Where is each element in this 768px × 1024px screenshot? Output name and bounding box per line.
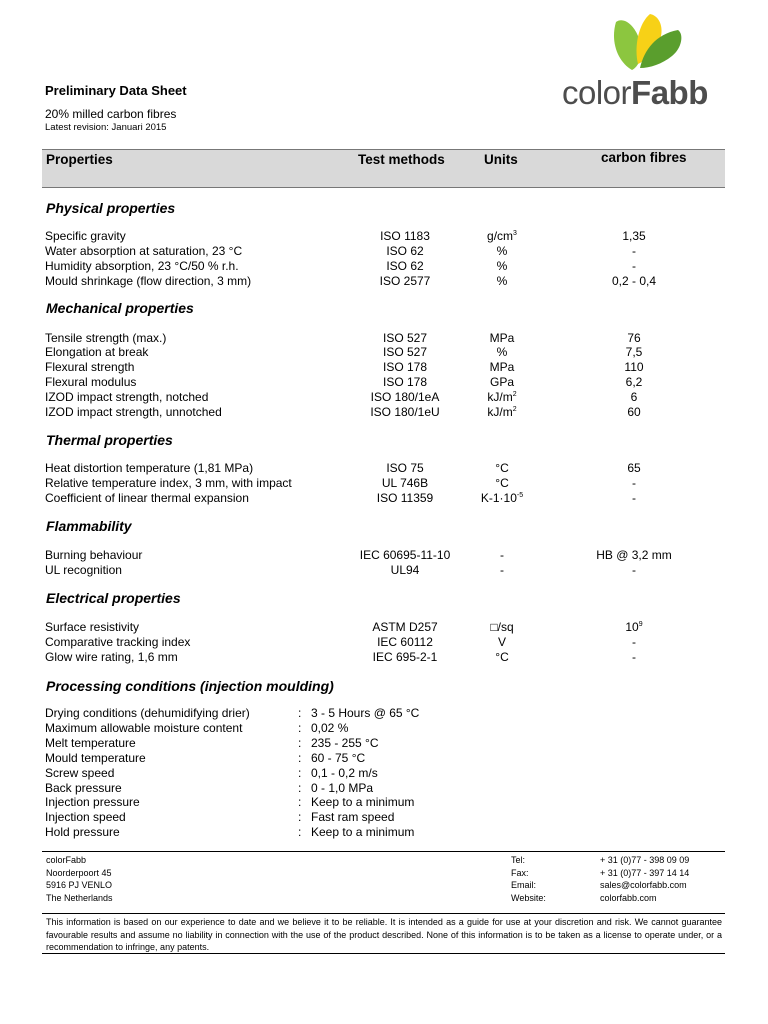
- unit: GPa: [489, 375, 514, 389]
- separator: :: [298, 795, 302, 809]
- table-row: [0, 274, 768, 289]
- value: 76: [627, 331, 641, 345]
- value: $10^9$: [625, 620, 643, 634]
- property-name: IZOD impact strength, notched: [45, 390, 209, 404]
- test-method: IEC 60695-11-10: [359, 548, 451, 562]
- test-method: IEC 695-2-1: [372, 650, 438, 664]
- value: 1,35: [622, 229, 646, 243]
- separator: :: [298, 706, 302, 720]
- processing-value: Fast ram speed: [311, 810, 395, 824]
- disclaimer-top-rule: [42, 913, 725, 914]
- separator: :: [298, 736, 302, 750]
- unit: %: [496, 345, 508, 359]
- value: -: [632, 259, 636, 273]
- processing-value: 60 - 75 °C: [311, 751, 366, 765]
- processing-label: Maximum allowable moisture content: [45, 721, 243, 735]
- unit: %: [496, 259, 508, 273]
- value: HB @ 3,2 mm: [596, 548, 672, 562]
- value: -: [632, 491, 636, 505]
- property-name: Glow wire rating, 1,6 mm: [45, 650, 178, 664]
- processing-label: Melt temperature: [45, 736, 136, 750]
- section-physical: Physical properties: [46, 200, 176, 216]
- test-method: ISO 527: [382, 345, 428, 359]
- property-name: Heat distortion temperature (1,81 MPa): [45, 461, 254, 475]
- value: -: [632, 244, 636, 258]
- fax-number: + 31 (0)77 - 397 14 14: [600, 867, 690, 878]
- test-method: UL 746B: [381, 476, 429, 490]
- unit: %: [496, 244, 508, 258]
- test-method: ISO 62: [386, 259, 424, 273]
- list-item: [0, 766, 768, 781]
- document-subtitle: 20% milled carbon fibres: [45, 107, 177, 121]
- unit: MPa: [489, 360, 515, 374]
- property-name: Elongation at break: [45, 345, 149, 359]
- header-test-methods: Test methods: [358, 152, 445, 167]
- table-row: [0, 461, 768, 476]
- processing-label: Screw speed: [45, 766, 115, 780]
- table-row: [0, 390, 768, 405]
- leaf-logo-icon: [610, 12, 690, 72]
- value: -: [632, 635, 636, 649]
- list-item: [0, 825, 768, 840]
- value: 60: [627, 405, 641, 419]
- unit: %: [496, 274, 508, 288]
- header-carbon-fibres: carbon fibres: [601, 150, 687, 165]
- value: 110: [624, 360, 644, 374]
- website-link[interactable]: colorfabb.com: [600, 892, 657, 903]
- test-method: ISO 180/1eA: [370, 390, 440, 404]
- property-name: Mould shrinkage (flow direction, 3 mm): [45, 274, 252, 288]
- test-method: ISO 180/1eU: [370, 405, 440, 419]
- header-units: Units: [484, 152, 518, 167]
- table-row: [0, 476, 768, 491]
- list-item: [0, 810, 768, 825]
- test-method: UL94: [390, 563, 420, 577]
- test-method: ISO 62: [386, 244, 424, 258]
- separator: :: [298, 751, 302, 765]
- value: -: [632, 650, 636, 664]
- list-item: [0, 706, 768, 721]
- test-method: ISO 11359: [376, 491, 434, 505]
- unit: □/sq: [490, 620, 514, 634]
- property-name: Specific gravity: [45, 229, 126, 243]
- processing-label: Drying conditions (dehumidifying drier): [45, 706, 250, 720]
- phone-number: + 31 (0)77 - 398 09 09: [600, 855, 690, 865]
- value: -: [632, 563, 636, 577]
- value: -: [632, 476, 636, 490]
- test-method: ISO 2577: [379, 274, 431, 288]
- processing-value: Keep to a minimum: [311, 795, 415, 809]
- table-row: [0, 259, 768, 274]
- property-name: Surface resistivity: [45, 620, 140, 634]
- test-method: ISO 178: [382, 360, 428, 374]
- table-row: [0, 345, 768, 360]
- processing-label: Injection pressure: [45, 795, 140, 809]
- property-name: UL recognition: [45, 563, 122, 577]
- unit: $g/cm^3$: [487, 229, 517, 243]
- table-row: [0, 405, 768, 420]
- table-row: [0, 650, 768, 665]
- list-item: [0, 736, 768, 751]
- processing-label: Mould temperature: [45, 751, 146, 765]
- property-name: Coefficient of linear thermal expansion: [45, 491, 249, 505]
- property-name: Humidity absorption, 23 °C/50 % r.h.: [45, 259, 239, 273]
- test-method: ISO 1183: [380, 229, 430, 243]
- disclaimer-bottom-rule: [42, 953, 725, 954]
- processing-value: Keep to a minimum: [311, 825, 415, 839]
- separator: :: [298, 810, 302, 824]
- value: 7,5: [625, 345, 643, 359]
- unit: $kJ/m^2$: [487, 405, 517, 419]
- table-row: [0, 375, 768, 390]
- unit: °C: [495, 476, 509, 490]
- table-row: [0, 229, 768, 244]
- separator: :: [298, 766, 302, 780]
- test-method: ISO 527: [382, 331, 428, 345]
- test-method: ISO 75: [386, 461, 424, 475]
- unit: $K-1\cdot 10^{-5}$: [480, 491, 524, 505]
- table-row: [0, 548, 768, 563]
- separator: :: [298, 781, 302, 795]
- value: 65: [627, 461, 641, 475]
- table-row: [0, 491, 768, 506]
- test-method: IEC 60112: [377, 635, 433, 649]
- table-row: [0, 563, 768, 578]
- property-name: Flexural strength: [45, 360, 135, 374]
- unit: V: [497, 635, 506, 649]
- list-item: [0, 781, 768, 796]
- test-method: ISO 178: [382, 375, 428, 389]
- contact-values: [600, 854, 689, 904]
- list-item: [0, 751, 768, 766]
- section-mechanical: Mechanical properties: [46, 300, 194, 316]
- processing-label: Hold pressure: [45, 825, 120, 839]
- value: 6,2: [625, 375, 643, 389]
- unit: -: [500, 563, 504, 577]
- test-method: ASTM D257: [372, 620, 438, 634]
- separator: :: [298, 825, 302, 839]
- colorfabb-logo: [560, 12, 720, 111]
- property-name: Flexural modulus: [45, 375, 137, 389]
- processing-value: 0,1 - 0,2 m/s: [311, 766, 378, 780]
- property-name: IZOD impact strength, unnotched: [45, 405, 222, 419]
- section-flammability: Flammability: [46, 518, 132, 534]
- processing-value: 0,02 %: [311, 721, 349, 735]
- value: 6: [630, 390, 638, 404]
- contact-labels: Tel: Fax: Email: Website:: [511, 855, 546, 903]
- unit: °C: [495, 461, 509, 475]
- logo-wordmark: colorFabb: [562, 74, 708, 111]
- processing-value: 0 - 1,0 MPa: [311, 781, 374, 795]
- email-link[interactable]: sales@colorfabb.com: [600, 880, 687, 890]
- table-row: [0, 635, 768, 650]
- table-row: [0, 331, 768, 346]
- property-name: Tensile strength (max.): [45, 331, 167, 345]
- section-electrical: Electrical properties: [46, 590, 181, 606]
- header-properties: Properties: [46, 152, 113, 167]
- property-name: Relative temperature index, 3 mm, with impact: [45, 476, 292, 490]
- unit: $kJ/m^2$: [487, 390, 517, 404]
- revision-date: Latest revision: Januari 2015: [45, 122, 167, 133]
- disclaimer-text: This information is based on our experience to date and we believe it to be reliable. It is intended as a guide for use at your discretion and risk. We cannot guarantee favourable results and assume no liability in connection with the use of the product described. None of this information is to be taken as a license to operate under, or a recommendation to infringe, any patents.: [46, 917, 722, 953]
- separator: :: [298, 721, 302, 735]
- processing-value: 235 - 255 °C: [311, 736, 379, 750]
- table-row: [0, 360, 768, 375]
- property-name: Comparative tracking index: [45, 635, 191, 649]
- list-item: [0, 795, 768, 810]
- footer-divider: [42, 851, 725, 852]
- processing-value: 3 - 5 Hours @ 65 °C: [311, 706, 420, 720]
- section-processing: Processing conditions (injection moulding): [46, 678, 334, 694]
- processing-label: Back pressure: [45, 781, 122, 795]
- unit: MPa: [489, 331, 515, 345]
- company-address: colorFabb Noorderpoort 45 5916 PJ VENLO The Netherlands: [46, 855, 113, 903]
- value: 0,2 - 0,4: [611, 274, 657, 288]
- table-row: [0, 244, 768, 259]
- property-name: Water absorption at saturation, 23 °C: [45, 244, 243, 258]
- list-item: [0, 721, 768, 736]
- section-thermal: Thermal properties: [46, 432, 173, 448]
- processing-label: Injection speed: [45, 810, 126, 824]
- unit: °C: [495, 650, 509, 664]
- document-title: Preliminary Data Sheet: [45, 83, 187, 98]
- property-name: Burning behaviour: [45, 548, 143, 562]
- table-row: [0, 620, 768, 635]
- unit: -: [500, 548, 504, 562]
